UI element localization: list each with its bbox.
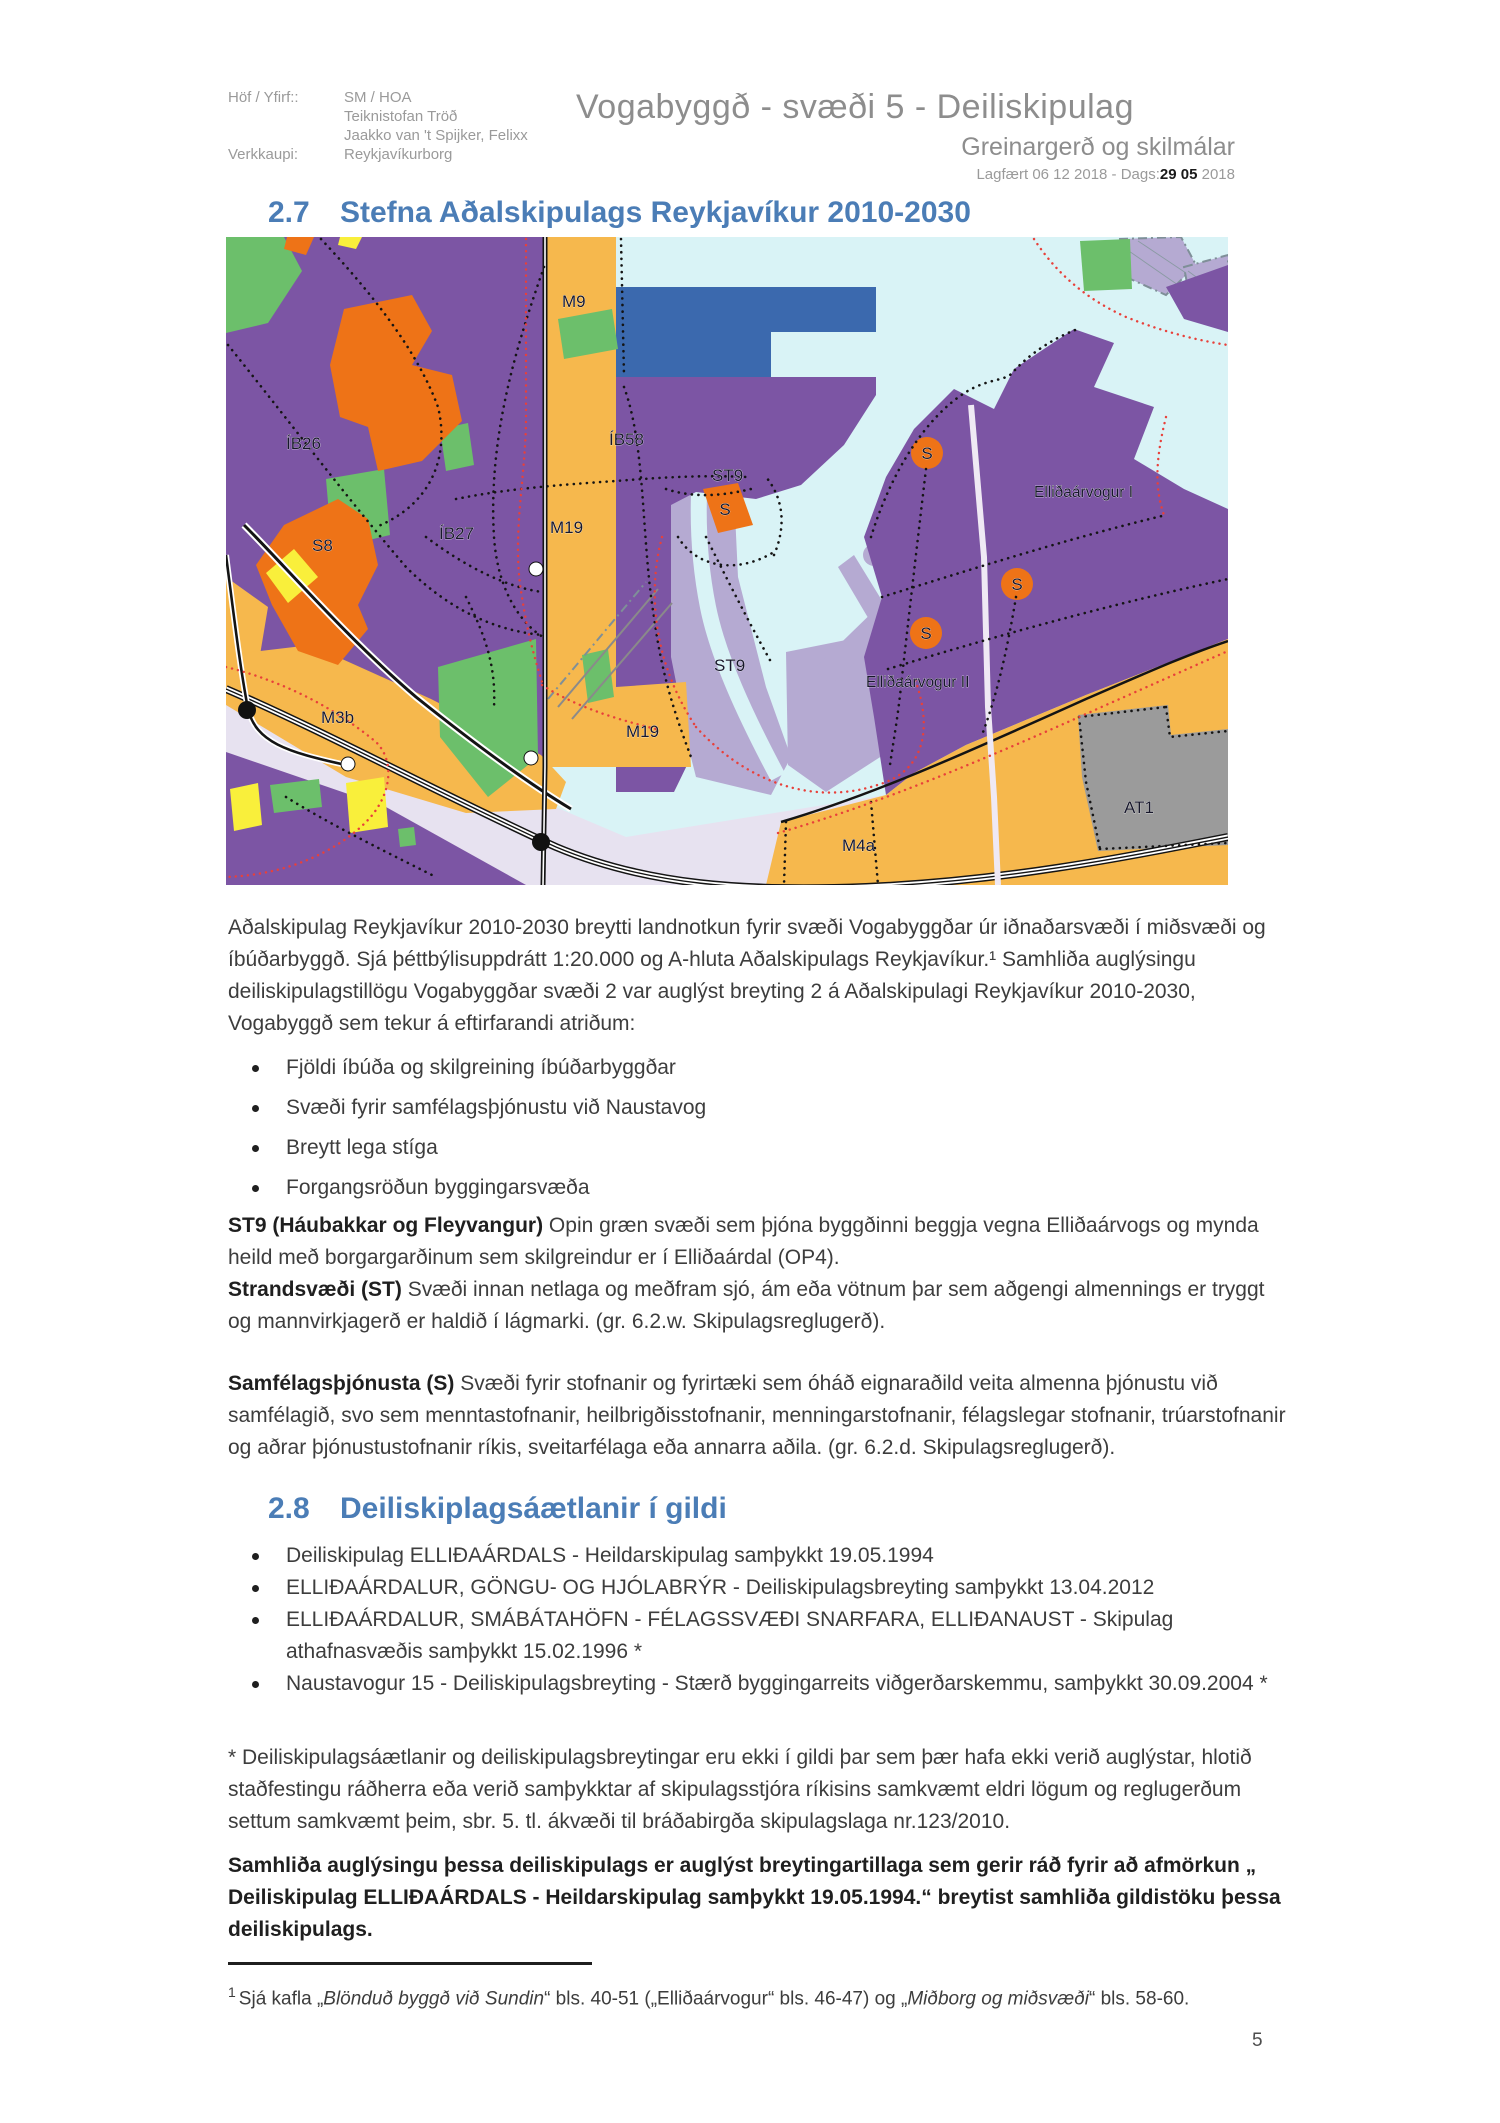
section-number: 2.8 bbox=[268, 1492, 310, 1525]
footnote-text-italic: Miðborg og miðsvæði bbox=[907, 1988, 1089, 2010]
map-label-s8: S8 bbox=[312, 536, 333, 555]
section-2-7-heading bbox=[268, 196, 971, 230]
author-value: Jaakko van 't Spijker, Felixx bbox=[344, 127, 528, 144]
map-label-s-circle-3: S bbox=[920, 624, 932, 643]
list-item: ELLIÐAÁRDALUR, SMÁBÁTAHÖFN - FÉLAGSSVÆÐI SNARFARA, ELLIÐANAUST - Skipulag athafnasvæðis samþykkt 15.02.1996 * bbox=[228, 1604, 1292, 1668]
map-label-s-diamond: S bbox=[719, 500, 731, 519]
author-value: SM / HOA bbox=[344, 89, 412, 106]
section-2-8-heading bbox=[268, 1492, 727, 1526]
list-item: Naustavogur 15 - Deiliskipulagsbreyting - Stærð byggingarreits viðgerðarskemmu, samþykkt 30.09.2004 * bbox=[228, 1668, 1292, 1700]
definition-term: Samfélagsþjónusta (S) bbox=[228, 1372, 455, 1395]
definition-text: Opin græn svæði sem þjóna byggðinni beggja vegna Elliðaárvogs og mynda heild með borgargarðinum sem skilgreindur er í Elliðaárdal (OP4). bbox=[228, 1214, 1259, 1269]
header-title-block bbox=[475, 88, 1235, 183]
footnote-rule bbox=[228, 1962, 592, 1965]
section-title: Stefna Aðalskipulags Reykjavíkur 2010-2030 bbox=[340, 196, 971, 229]
definition-st9-strandsvaedi bbox=[228, 1210, 1292, 1338]
section-number: 2.7 bbox=[268, 196, 310, 229]
footnote bbox=[228, 1984, 1328, 2010]
document-title: Vogabyggð - svæði 5 - Deiliskipulag bbox=[575, 88, 1134, 126]
list-item: Breytt lega stíga bbox=[228, 1132, 1292, 1164]
map-label-m4a: M4a bbox=[842, 836, 876, 855]
definition-text: Svæði fyrir stofnanir og fyrirtæki sem óháð eignaraðild veita almenna þjónustu við samfélagið, svo sem menntastofnanir, heilbrigðisstofnanir, menningarstofnanir, félagslegar stofnanir, trúarstofnanir og aðrar þjónustustofnanir ríkis, sveitarfélaga eða annarra aðila. (gr. 6.2.d. Skipulagsreglugerð). bbox=[228, 1372, 1286, 1459]
client-value: Reykjavíkurborg bbox=[344, 146, 453, 163]
map-label-m3b: M3b bbox=[321, 708, 355, 727]
zoning-map-image bbox=[226, 237, 1228, 885]
client-label: Verkkaupi: bbox=[228, 146, 299, 163]
change-items-list bbox=[228, 1052, 1292, 1212]
bold-announcement-paragraph: Samhliða auglýsingu þessa deiliskipulags er auglýst breytingartillaga sem gerir ráð fyrir að afmörkun „ Deiliskipulag ELLIÐAÁRDALS - Heildarskipulag samþykkt 19.05.1994.“ breytist samhliða gildistöku þessa deiliskipulags. bbox=[228, 1854, 1281, 1941]
section-title: Deiliskiplagsáætlanir í gildi bbox=[340, 1492, 727, 1525]
definition-text: Svæði innan netlaga og meðfram sjó, ám eða vötnum þar sem aðgengi almennings er tryggt og mannvirkjagerð er haldið í lágmarki. (gr. 6.2.w. Skipulagsreglugerð). bbox=[228, 1278, 1265, 1333]
list-item: Fjöldi íbúða og skilgreining íbúðarbyggðar bbox=[228, 1052, 1292, 1084]
map-label-ellidaarvogur-2: Elliðaárvogur II bbox=[866, 674, 970, 691]
document-subtitle: Greinargerð og skilmálar bbox=[961, 133, 1235, 161]
date-prefix: Lagfært 06 12 2018 - Dags: bbox=[976, 166, 1160, 183]
page-number: 5 bbox=[1252, 2030, 1263, 2051]
map-label-ib26: ÍB26 bbox=[286, 434, 321, 453]
map-label-m9: M9 bbox=[562, 292, 586, 311]
asterisk-note-paragraph: * Deiliskipulagsáætlanir og deiliskipulagsbreytingar eru ekki í gildi þar sem þær hafa ekki verið auglýstar, hlotið staðfestingu ráðherra eða verið samþykktar af skipulagsstjóra ríkisins samkvæmt eldri lögum og reglugerðum settum samkvæmt þeim, sbr. 5. tl. ákvæði til bráðabirgða skipulagslaga nr.123/2010. bbox=[228, 1746, 1252, 1833]
footnote-text: “ bls. 58-60. bbox=[1088, 1988, 1190, 2010]
map-label-st9-upper: ST9 bbox=[712, 466, 744, 485]
map-label-ellidaarvogur-1: Elliðaárvogur I bbox=[1034, 484, 1134, 501]
map-label-m19-upper: M19 bbox=[550, 518, 584, 537]
map-label-st9-lower: ST9 bbox=[714, 656, 746, 675]
list-item: Svæði fyrir samfélagsþjónustu við Naustavog bbox=[228, 1092, 1292, 1124]
map-label-ib58: ÍB58 bbox=[609, 430, 644, 449]
definition-samfelagsthjonusta bbox=[228, 1368, 1292, 1464]
list-item: ELLIÐAÁRDALUR, GÖNGU- OG HJÓLABRÝR - Deiliskipulagsbreyting samþykkt 13.04.2012 bbox=[228, 1572, 1292, 1604]
list-item: Deiliskipulag ELLIÐAÁRDALS - Heildarskipulag samþykkt 19.05.1994 bbox=[228, 1540, 1292, 1572]
map-label-s-circle-2: S bbox=[1011, 575, 1023, 594]
paragraph-aðalskipulag: Aðalskipulag Reykjavíkur 2010-2030 breytti landnotkun fyrir svæði Vogabyggðar úr iðnaðarsvæði í miðsvæði og íbúðarbyggð. Sjá þéttbýlisuppdrátt 1:20.000 og A-hluta Aðalskipulags Reykjavíkur.¹ Samhliða auglýsingu deiliskipulagstillögu Vogabyggðar svæði 2 var auglýst breyting 2 á Aðalskipulagi Reykjavíkur 2010-2030, Vogabyggð sem tekur á eftirfarandi atriðum: bbox=[228, 916, 1266, 1035]
footnote-text-italic: Blönduð byggð við Sundin bbox=[323, 1988, 545, 2010]
document-date bbox=[475, 166, 1235, 183]
footnote-marker: 1 bbox=[228, 1984, 236, 2000]
author-value: Teiknistofan Tröð bbox=[344, 108, 458, 125]
date-bold: 29 05 bbox=[1159, 166, 1198, 183]
plans-in-effect-list bbox=[228, 1540, 1292, 1700]
map-label-s-circle-1: S bbox=[921, 444, 933, 463]
author-label: Höf / Yfirf:: bbox=[228, 89, 299, 106]
map-label-m19-lower: M19 bbox=[626, 722, 660, 741]
definition-term: Strandsvæði (ST) bbox=[228, 1278, 402, 1301]
map-label-at1: AT1 bbox=[1124, 798, 1154, 817]
footnote-text: Sjá kafla „ bbox=[238, 1988, 324, 2010]
definition-term: ST9 (Háubakkar og Fleyvangur) bbox=[228, 1214, 544, 1237]
list-item: Forgangsröðun byggingarsvæða bbox=[228, 1172, 1292, 1204]
date-suffix: 2018 bbox=[1197, 166, 1235, 183]
footnote-text: “ bls. 40-51 („Elliðaárvogur“ bls. 46-47) og „ bbox=[544, 1988, 908, 2010]
map-label-ib27: ÍB27 bbox=[439, 524, 474, 543]
zoning-map bbox=[226, 237, 1228, 885]
